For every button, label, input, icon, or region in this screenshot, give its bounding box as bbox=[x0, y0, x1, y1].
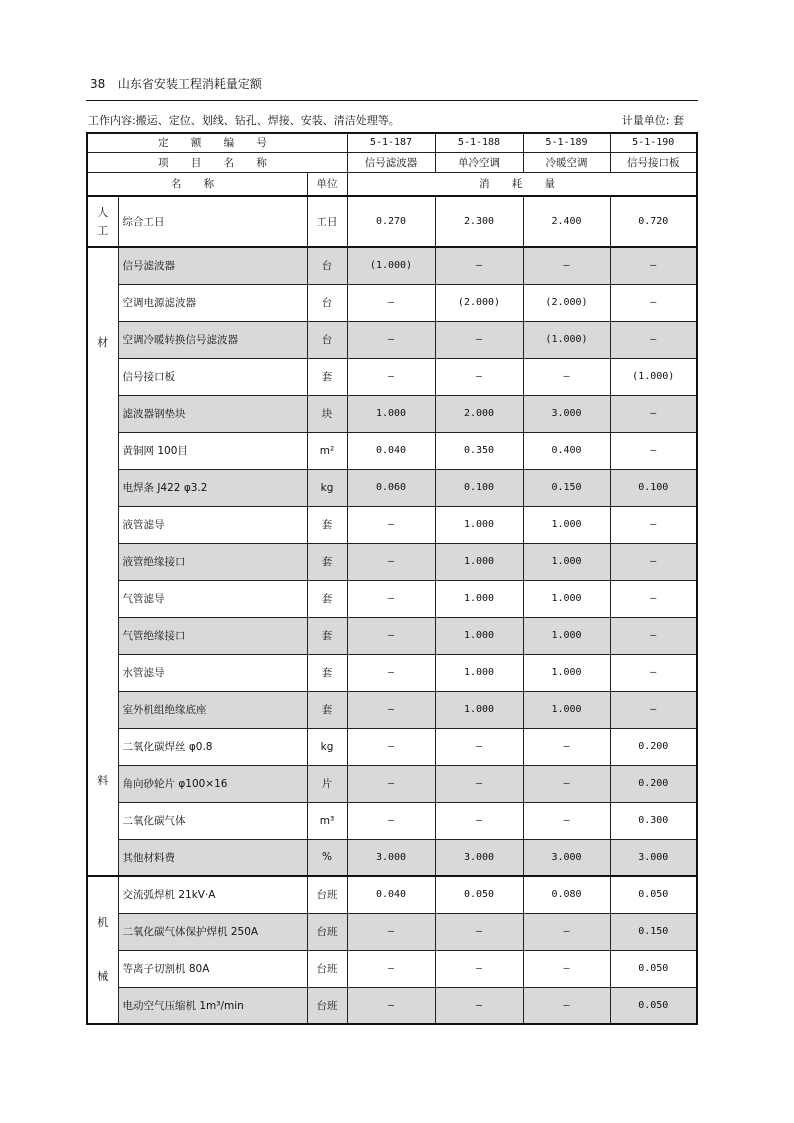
row-value-3: 1.000 bbox=[523, 580, 610, 617]
row-value-1: 0.040 bbox=[347, 432, 435, 469]
row-value-4: 0.050 bbox=[610, 950, 697, 987]
row-value-2: 0.050 bbox=[435, 876, 523, 913]
row-value-2: — bbox=[435, 247, 523, 284]
row-name: 滤波器钢垫块 bbox=[118, 395, 307, 432]
row-value-1: — bbox=[347, 506, 435, 543]
item-name-1: 信号滤波器 bbox=[347, 152, 435, 172]
row-unit: 工日 bbox=[307, 196, 347, 247]
machine-category-char: 机 bbox=[97, 916, 109, 929]
row-value-1: — bbox=[347, 728, 435, 765]
material-row bbox=[87, 358, 697, 395]
row-value-2: — bbox=[435, 950, 523, 987]
row-value-3: 2.400 bbox=[523, 196, 610, 247]
row-value-4: (1.000) bbox=[610, 358, 697, 395]
row-value-1: — bbox=[347, 617, 435, 654]
row-name: 二氧化碳气体保护焊机 250A bbox=[118, 913, 307, 950]
row-name: 室外机组绝缘底座 bbox=[118, 691, 307, 728]
row-unit: 套 bbox=[307, 543, 347, 580]
row-name: 水管滤导 bbox=[118, 654, 307, 691]
row-name: 电焊条 J422 φ3.2 bbox=[118, 469, 307, 506]
row-unit: 块 bbox=[307, 395, 347, 432]
measurement-unit: 计量单位: 套 bbox=[621, 114, 684, 127]
page-number: 38 bbox=[90, 77, 106, 91]
material-category-char: 材 bbox=[97, 335, 109, 349]
book-title: 山东省安装工程消耗量定额 bbox=[117, 77, 262, 91]
row-value-1: — bbox=[347, 802, 435, 839]
row-unit: 台班 bbox=[307, 950, 347, 987]
row-unit: 台 bbox=[307, 321, 347, 358]
row-value-3: 1.000 bbox=[523, 543, 610, 580]
quota-table bbox=[86, 132, 698, 1025]
item-name-row bbox=[87, 152, 697, 172]
work-content-text: 搬运、定位、划线、钻孔、焊接、安装、清洁处理等。 bbox=[135, 114, 400, 127]
row-value-3: — bbox=[523, 765, 610, 802]
labor-category bbox=[87, 196, 118, 247]
row-name: 电动空气压缩机 1m³/min bbox=[118, 987, 307, 1024]
row-value-4: — bbox=[610, 432, 697, 469]
row-value-3: (2.000) bbox=[523, 284, 610, 321]
row-value-4: — bbox=[610, 247, 697, 284]
row-value-1: — bbox=[347, 913, 435, 950]
consumption-header: 消 耗 量 bbox=[347, 172, 697, 196]
item-name-3: 冷暖空调 bbox=[523, 152, 610, 172]
material-row bbox=[87, 839, 697, 876]
row-value-3: 1.000 bbox=[523, 617, 610, 654]
row-value-4: 3.000 bbox=[610, 839, 697, 876]
row-unit: 套 bbox=[307, 654, 347, 691]
row-value-1: — bbox=[347, 765, 435, 802]
row-value-4: 0.050 bbox=[610, 987, 697, 1024]
row-value-4: 0.150 bbox=[610, 913, 697, 950]
row-unit: 台班 bbox=[307, 913, 347, 950]
row-unit: m³ bbox=[307, 802, 347, 839]
row-name: 黄铜网 100目 bbox=[118, 432, 307, 469]
item-name-2: 单冷空调 bbox=[435, 152, 523, 172]
row-value-3: — bbox=[523, 728, 610, 765]
row-name: 气管绝缘接口 bbox=[118, 617, 307, 654]
material-row bbox=[87, 543, 697, 580]
row-name: 空调冷暖转换信号滤波器 bbox=[118, 321, 307, 358]
row-value-1: — bbox=[347, 987, 435, 1024]
row-value-4: — bbox=[610, 543, 697, 580]
row-unit: % bbox=[307, 839, 347, 876]
row-value-4: 0.720 bbox=[610, 196, 697, 247]
row-value-3: 3.000 bbox=[523, 395, 610, 432]
machine-category bbox=[87, 876, 118, 1024]
page-header bbox=[90, 74, 698, 94]
row-name: 综合工日 bbox=[118, 196, 307, 247]
row-value-4: 0.100 bbox=[610, 469, 697, 506]
material-row bbox=[87, 432, 697, 469]
row-unit: 台班 bbox=[307, 987, 347, 1024]
row-value-3: 1.000 bbox=[523, 654, 610, 691]
material-row bbox=[87, 580, 697, 617]
quota-code-2: 5-1-188 bbox=[435, 133, 523, 152]
material-row bbox=[87, 765, 697, 802]
row-value-1: 3.000 bbox=[347, 839, 435, 876]
quota-code-row bbox=[87, 133, 697, 152]
work-content-label: 工作内容: bbox=[88, 114, 136, 127]
row-unit: kg bbox=[307, 469, 347, 506]
material-row bbox=[87, 802, 697, 839]
row-value-2: 2.000 bbox=[435, 395, 523, 432]
quota-code-label: 定 额 编 号 bbox=[87, 133, 347, 152]
row-name: 交流弧焊机 21kV·A bbox=[118, 876, 307, 913]
row-name: 信号滤波器 bbox=[118, 247, 307, 284]
row-unit: 套 bbox=[307, 506, 347, 543]
quota-code-3: 5-1-189 bbox=[523, 133, 610, 152]
material-row bbox=[87, 395, 697, 432]
row-value-2: 3.000 bbox=[435, 839, 523, 876]
row-value-3: 0.150 bbox=[523, 469, 610, 506]
row-value-2: — bbox=[435, 987, 523, 1024]
labor-category-label: 人工 bbox=[97, 205, 109, 237]
row-value-2: — bbox=[435, 728, 523, 765]
material-row bbox=[87, 617, 697, 654]
row-value-1: — bbox=[347, 284, 435, 321]
row-value-3: 1.000 bbox=[523, 506, 610, 543]
quota-code-4: 5-1-190 bbox=[610, 133, 697, 152]
row-value-3: — bbox=[523, 358, 610, 395]
quota-table-body bbox=[87, 133, 697, 1024]
row-name: 二氧化碳焊丝 φ0.8 bbox=[118, 728, 307, 765]
material-category-char: 料 bbox=[97, 773, 109, 787]
material-row bbox=[87, 506, 697, 543]
row-unit: 台 bbox=[307, 284, 347, 321]
row-value-1: 0.060 bbox=[347, 469, 435, 506]
row-name: 空调电源滤波器 bbox=[118, 284, 307, 321]
row-value-2: 1.000 bbox=[435, 543, 523, 580]
row-value-2: 1.000 bbox=[435, 506, 523, 543]
machine-row bbox=[87, 876, 697, 913]
row-value-4: — bbox=[610, 654, 697, 691]
row-value-1: — bbox=[347, 580, 435, 617]
labor-row bbox=[87, 196, 697, 247]
material-row bbox=[87, 247, 697, 284]
row-value-4: 0.200 bbox=[610, 728, 697, 765]
row-name: 等离子切割机 80A bbox=[118, 950, 307, 987]
row-value-4: 0.200 bbox=[610, 765, 697, 802]
header-rule bbox=[86, 100, 698, 101]
material-row bbox=[87, 728, 697, 765]
row-unit: 套 bbox=[307, 691, 347, 728]
row-value-1: 0.270 bbox=[347, 196, 435, 247]
row-name: 气管滤导 bbox=[118, 580, 307, 617]
row-value-2: 1.000 bbox=[435, 654, 523, 691]
item-name-label: 项 目 名 称 bbox=[87, 152, 347, 172]
row-value-1: — bbox=[347, 691, 435, 728]
row-value-3: 0.080 bbox=[523, 876, 610, 913]
row-value-3: — bbox=[523, 950, 610, 987]
row-value-4: 0.300 bbox=[610, 802, 697, 839]
row-unit: 套 bbox=[307, 358, 347, 395]
material-row bbox=[87, 469, 697, 506]
row-value-3: 3.000 bbox=[523, 839, 610, 876]
row-unit: 套 bbox=[307, 580, 347, 617]
row-value-2: — bbox=[435, 358, 523, 395]
row-unit: 片 bbox=[307, 765, 347, 802]
row-value-4: — bbox=[610, 321, 697, 358]
row-value-2: 1.000 bbox=[435, 691, 523, 728]
row-value-1: — bbox=[347, 358, 435, 395]
row-value-2: — bbox=[435, 765, 523, 802]
machine-row bbox=[87, 987, 697, 1024]
row-value-2: (2.000) bbox=[435, 284, 523, 321]
row-unit: kg bbox=[307, 728, 347, 765]
row-value-2: — bbox=[435, 913, 523, 950]
row-value-4: — bbox=[610, 617, 697, 654]
row-value-2: 0.100 bbox=[435, 469, 523, 506]
material-row bbox=[87, 321, 697, 358]
machine-row bbox=[87, 950, 697, 987]
row-value-1: 0.040 bbox=[347, 876, 435, 913]
row-value-3: 0.400 bbox=[523, 432, 610, 469]
row-value-4: 0.050 bbox=[610, 876, 697, 913]
quota-code-1: 5-1-187 bbox=[347, 133, 435, 152]
row-unit: 台班 bbox=[307, 876, 347, 913]
row-value-3: — bbox=[523, 987, 610, 1024]
row-value-3: — bbox=[523, 247, 610, 284]
row-value-3: — bbox=[523, 913, 610, 950]
row-value-2: — bbox=[435, 321, 523, 358]
row-name: 液管绝缘接口 bbox=[118, 543, 307, 580]
material-row bbox=[87, 654, 697, 691]
row-value-1: (1.000) bbox=[347, 247, 435, 284]
row-value-4: — bbox=[610, 284, 697, 321]
row-value-4: — bbox=[610, 395, 697, 432]
row-value-4: — bbox=[610, 691, 697, 728]
material-category bbox=[87, 247, 118, 876]
row-value-1: — bbox=[347, 543, 435, 580]
row-value-1: — bbox=[347, 950, 435, 987]
machine-category-char: 械 bbox=[97, 970, 109, 983]
row-value-4: — bbox=[610, 506, 697, 543]
machine-row bbox=[87, 913, 697, 950]
row-value-1: — bbox=[347, 321, 435, 358]
row-value-2: 1.000 bbox=[435, 580, 523, 617]
row-unit: 套 bbox=[307, 617, 347, 654]
row-value-1: 1.000 bbox=[347, 395, 435, 432]
material-row bbox=[87, 284, 697, 321]
row-name: 二氧化碳气体 bbox=[118, 802, 307, 839]
row-name: 信号接口板 bbox=[118, 358, 307, 395]
material-row bbox=[87, 691, 697, 728]
unit-column-header: 单位 bbox=[307, 172, 347, 196]
row-value-4: — bbox=[610, 580, 697, 617]
row-unit: 台 bbox=[307, 247, 347, 284]
work-content-line bbox=[88, 112, 694, 130]
row-value-1: — bbox=[347, 654, 435, 691]
row-value-2: 0.350 bbox=[435, 432, 523, 469]
row-value-3: 1.000 bbox=[523, 691, 610, 728]
row-name: 其他材料费 bbox=[118, 839, 307, 876]
row-value-2: 1.000 bbox=[435, 617, 523, 654]
item-name-4: 信号接口板 bbox=[610, 152, 697, 172]
row-value-2: 2.300 bbox=[435, 196, 523, 247]
column-header-row bbox=[87, 172, 697, 196]
row-value-3: — bbox=[523, 802, 610, 839]
row-value-3: (1.000) bbox=[523, 321, 610, 358]
name-column-header: 名 称 bbox=[87, 172, 307, 196]
row-name: 液管滤导 bbox=[118, 506, 307, 543]
row-unit: m² bbox=[307, 432, 347, 469]
row-value-2: — bbox=[435, 802, 523, 839]
row-name: 角向砂轮片 φ100×16 bbox=[118, 765, 307, 802]
